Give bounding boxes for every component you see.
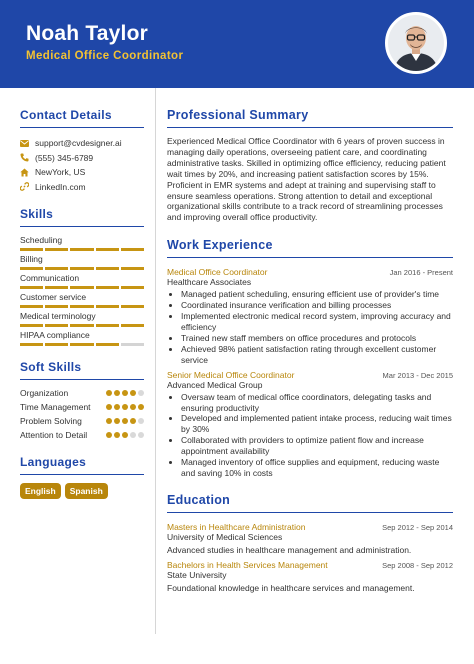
summary-heading: Professional Summary (167, 108, 453, 128)
skill-level-segment (96, 343, 119, 346)
skill-level-segment (96, 248, 119, 251)
soft-skill-label: Time Management (20, 401, 91, 412)
soft-skills-heading: Soft Skills (20, 360, 144, 380)
skill-level-segment (70, 305, 93, 308)
skill-level-segment (96, 286, 119, 289)
contact-phone[interactable] (20, 151, 144, 165)
job-bullet: • Managed patient scheduling, ensuring efficient use of provider's time (181, 289, 453, 300)
skill-label: Customer service (20, 291, 87, 302)
resume-header (0, 0, 474, 88)
profile-photo-icon (388, 15, 444, 71)
education-school: University of Medical Sciences (167, 531, 283, 542)
soft-skill-rating (106, 404, 145, 411)
skill-level-segment (45, 267, 68, 270)
phone-icon (20, 153, 29, 162)
right-column (167, 108, 453, 598)
job-bullets (167, 289, 453, 365)
skill-item (20, 254, 144, 270)
skill-level-bar (20, 324, 144, 327)
job-company: Healthcare Associates (167, 277, 252, 288)
skill-level-segment (121, 343, 144, 346)
left-column (20, 108, 144, 499)
rating-dot (122, 404, 129, 411)
job-header (167, 267, 453, 277)
job-bullets (167, 392, 453, 479)
rating-dot (122, 390, 129, 397)
candidate-name: Noah Taylor (26, 22, 148, 45)
skill-level-segment (70, 343, 93, 346)
skill-level-segment (45, 343, 68, 346)
email-icon (20, 140, 29, 147)
skill-item (20, 311, 144, 327)
rating-dot (138, 432, 145, 439)
soft-skill-rating (106, 418, 145, 425)
skill-level-segment (20, 286, 43, 289)
skill-label: Billing (20, 253, 43, 264)
skill-item (20, 273, 144, 289)
skill-level-segment (121, 267, 144, 270)
education-dates: Sep 2012 - Sep 2014 (382, 522, 453, 532)
skill-item (20, 235, 144, 251)
skill-level-segment (96, 267, 119, 270)
rating-dot (114, 390, 121, 397)
languages-list (20, 483, 144, 499)
skill-level-segment (96, 324, 119, 327)
skill-label: HIPAA compliance (20, 329, 90, 340)
job-dates: Jan 2016 - Present (389, 268, 453, 278)
job-entry (167, 267, 453, 365)
job-header (167, 370, 453, 380)
rating-dot (130, 390, 137, 397)
soft-skill-label: Attention to Detail (20, 429, 88, 440)
rating-dot (122, 432, 129, 439)
job-role: Medical Office Coordinator (167, 267, 268, 278)
language-badge: Spanish (65, 483, 108, 499)
soft-skill-item (20, 430, 144, 441)
job-bullet: • Implemented electronic medical record system, improving accuracy and efficiency (181, 311, 453, 333)
job-role: Senior Medical Office Coordinator (167, 369, 295, 380)
education-degree: Masters in Healthcare Administration (167, 521, 306, 532)
skill-level-segment (70, 324, 93, 327)
soft-skill-item (20, 388, 144, 399)
soft-skill-item (20, 416, 144, 427)
skill-level-segment (20, 267, 43, 270)
soft-skill-label: Problem Solving (20, 415, 82, 426)
rating-dot (114, 404, 121, 411)
skill-level-segment (45, 286, 68, 289)
rating-dot (106, 418, 113, 425)
skill-level-bar (20, 286, 144, 289)
skill-level-bar (20, 248, 144, 251)
contact-linkedin[interactable] (20, 180, 144, 194)
rating-dot (114, 432, 121, 439)
skill-level-segment (70, 267, 93, 270)
skill-level-segment (70, 286, 93, 289)
rating-dot (106, 404, 113, 411)
education-description: Advanced studies in healthcare management and administration. (167, 544, 412, 555)
rating-dot (114, 418, 121, 425)
education-entry (167, 560, 453, 594)
contact-location (20, 165, 144, 179)
skill-item (20, 330, 144, 346)
skill-level-bar (20, 343, 144, 346)
skill-level-bar (20, 267, 144, 270)
job-bullet: • Achieved 98% patient satisfaction rating through excellent customer service (181, 344, 453, 366)
job-bullet: • Coordinated insurance verification and billing processes (181, 300, 453, 311)
experience-heading: Work Experience (167, 238, 453, 258)
contact-phone-text: (555) 345-6789 (35, 152, 94, 163)
skill-level-segment (121, 286, 144, 289)
rating-dot (122, 418, 129, 425)
skill-item (20, 292, 144, 308)
soft-skill-rating (106, 390, 145, 397)
education-school: State University (167, 569, 227, 580)
language-badge: English (20, 483, 61, 499)
job-bullet: • Collaborated with providers to optimize patient flow and increase appointment availability (181, 435, 453, 457)
skill-level-segment (121, 305, 144, 308)
job-company: Advanced Medical Group (167, 379, 263, 390)
soft-skills-list (20, 388, 144, 441)
job-bullet: • Oversaw team of medical office coordinators, delegating tasks and ensuring productivity (181, 392, 453, 414)
summary-text: Experienced Medical Office Coordinator with 6 years of proven success in managing daily operations, overseeing patient care, and coordinating administrative tasks. Skilled in optimizing office efficiency, reducing patient wait times by 20%, and increasing patient satisfaction scores by 15%. Proficient in EMR systems and adept at training and supervising staff to ensure seamless operations. Strong attention to detail and exceptional organizational skills contribute to a track record of streamlining processes and improving overall office productivity. (167, 136, 446, 223)
soft-skill-rating (106, 432, 145, 439)
rating-dot (106, 390, 113, 397)
soft-skill-item (20, 402, 144, 413)
skill-label: Communication (20, 272, 80, 283)
skill-label: Medical terminology (20, 310, 96, 321)
job-dates: Mar 2013 - Dec 2015 (382, 370, 453, 380)
skill-level-bar (20, 305, 144, 308)
home-icon (20, 168, 29, 177)
languages-heading: Languages (20, 455, 144, 475)
skill-level-segment (121, 324, 144, 327)
job-bullet: • Trained new staff members on office procedures and protocols (181, 333, 453, 344)
candidate-title: Medical Office Coordinator (26, 50, 184, 62)
skill-level-segment (20, 305, 43, 308)
contact-list (20, 136, 144, 194)
rating-dot (138, 390, 145, 397)
education-degree: Bachelors in Health Services Management (167, 559, 328, 570)
rating-dot (106, 432, 113, 439)
rating-dot (130, 418, 137, 425)
rating-dot (130, 432, 137, 439)
skill-label: Scheduling (20, 234, 63, 245)
education-entry (167, 522, 453, 556)
contact-email[interactable] (20, 136, 144, 150)
rating-dot (130, 404, 137, 411)
education-dates: Sep 2008 - Sep 2012 (382, 560, 453, 570)
skill-level-segment (20, 324, 43, 327)
job-entry (167, 370, 453, 479)
skill-level-segment (70, 248, 93, 251)
skill-level-segment (20, 343, 43, 346)
skill-level-segment (96, 305, 119, 308)
skill-level-segment (121, 248, 144, 251)
job-bullet: • Managed inventory of office supplies and equipment, reducing waste and saving 10% in costs (181, 457, 453, 479)
soft-skill-label: Organization (20, 387, 69, 398)
skills-list (20, 235, 144, 346)
job-bullet: • Developed and implemented patient intake process, reducing wait times by 30% (181, 413, 453, 435)
contact-location-text: NewYork, US (35, 167, 86, 177)
column-divider (155, 88, 156, 634)
education-description: Foundational knowledge in healthcare services and management. (167, 582, 415, 593)
skill-level-segment (45, 324, 68, 327)
contact-heading: Contact Details (20, 108, 144, 128)
link-icon (20, 182, 29, 191)
education-header (167, 522, 453, 532)
contact-email-text: support@cvdesigner.ai (35, 138, 122, 148)
skill-level-segment (45, 305, 68, 308)
rating-dot (138, 404, 145, 411)
skills-heading: Skills (20, 207, 144, 227)
education-heading: Education (167, 493, 453, 513)
avatar (385, 12, 447, 74)
skill-level-segment (45, 248, 68, 251)
contact-linkedin-text: LinkedIn.com (35, 181, 86, 192)
skill-level-segment (20, 248, 43, 251)
education-header (167, 560, 453, 570)
rating-dot (138, 418, 145, 425)
